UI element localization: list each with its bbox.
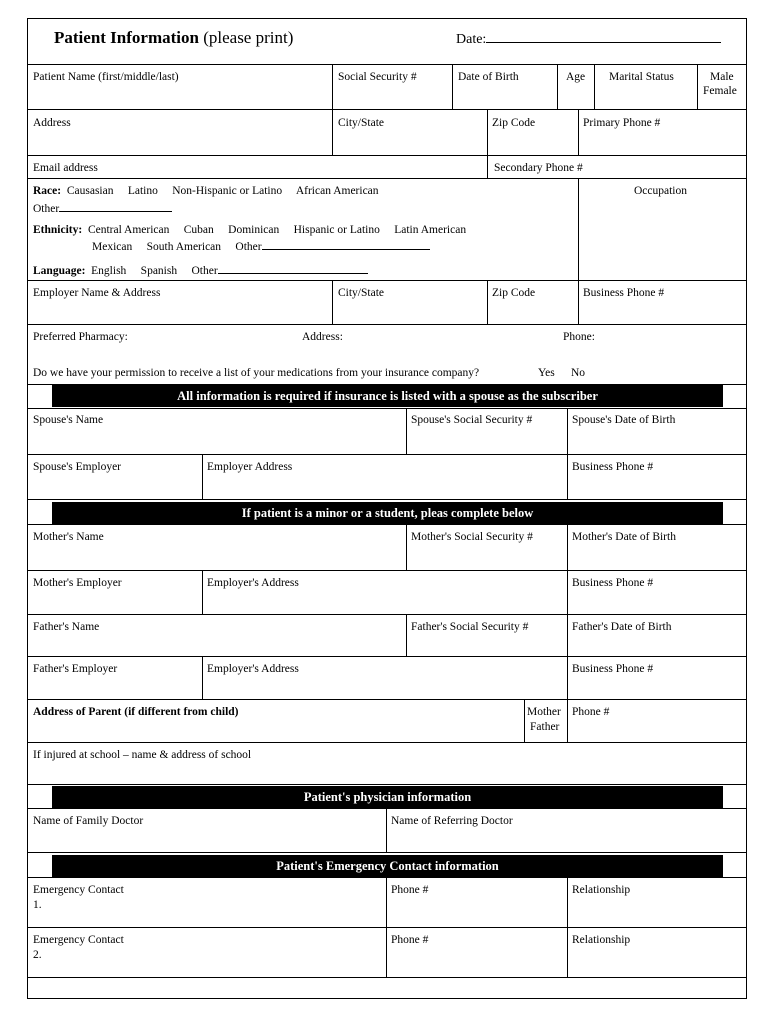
mother-option[interactable]: Mother [527, 706, 561, 718]
divider [27, 454, 747, 455]
marital-status-label: Marital Status [609, 71, 674, 83]
divider [27, 280, 747, 281]
father-employer-label: Father's Employer [33, 663, 118, 675]
divider [452, 64, 453, 109]
employer-name-label: Employer Name & Address [33, 287, 161, 299]
emergency-contact-1-number: 1. [33, 899, 42, 911]
physician-section-header: Patient's physician information [52, 786, 723, 808]
spouse-employer-label: Spouse's Employer [33, 461, 121, 473]
spouse-name-label: Spouse's Name [33, 414, 104, 426]
divider [524, 699, 525, 742]
divider [406, 614, 407, 656]
father-business-phone-label: Business Phone # [572, 663, 654, 675]
divider [202, 454, 203, 499]
permission-yes[interactable]: Yes [538, 367, 555, 379]
mother-name-label: Mother's Name [33, 531, 104, 543]
divider [27, 927, 747, 928]
divider [487, 155, 488, 178]
minor-section-header: If patient is a minor or a student, pleas complete below [52, 502, 723, 524]
occupation-label: Occupation [633, 185, 687, 197]
divider [202, 570, 203, 614]
divider [27, 408, 747, 409]
divider [386, 877, 387, 977]
divider [386, 808, 387, 852]
divider [487, 280, 488, 324]
race-line: Race: Causasian Latino Non-Hispanic or Latino African American [33, 185, 379, 197]
divider [27, 699, 747, 700]
emergency-contact-2-number: 2. [33, 949, 42, 961]
divider [578, 109, 579, 155]
secondary-phone-label: Secondary Phone # [494, 162, 583, 174]
referring-doctor-label: Name of Referring Doctor [391, 815, 513, 827]
divider [332, 109, 333, 155]
email-label: Email address [33, 162, 98, 174]
divider [567, 614, 568, 656]
employer-zip-label: Zip Code [492, 287, 536, 299]
father-employer-address-label: Employer's Address [207, 663, 299, 675]
female-option[interactable]: Female [703, 85, 737, 97]
spouse-section-header: All information is required if insurance is listed with a spouse as the subscriber [52, 385, 723, 407]
divider [27, 614, 747, 615]
father-option[interactable]: Father [530, 721, 560, 733]
divider [557, 64, 558, 109]
patient-name-label: Patient Name (first/middle/last) [33, 71, 179, 83]
emergency-contact-2-label: Emergency Contact [33, 934, 124, 946]
divider [27, 808, 747, 809]
divider [578, 280, 579, 324]
divider [406, 408, 407, 454]
divider [27, 570, 747, 571]
spouse-ssn-label: Spouse's Social Security # [411, 414, 533, 426]
emergency-contact-1-phone-label: Phone # [391, 884, 429, 896]
language-line: Language: English Spanish Other [33, 262, 368, 278]
divider [567, 524, 568, 570]
divider [578, 178, 579, 280]
mother-ssn-label: Mother's Social Security # [411, 531, 533, 543]
emergency-section-header: Patient's Emergency Contact information [52, 855, 723, 877]
emergency-contact-1-label: Emergency Contact [33, 884, 124, 896]
mother-employer-label: Mother's Employer [33, 577, 122, 589]
divider [27, 155, 747, 156]
pharmacy-address-label: Address: [302, 331, 343, 343]
city-state-label: City/State [338, 117, 384, 129]
divider [27, 524, 747, 525]
divider [27, 656, 747, 657]
family-doctor-label: Name of Family Doctor [33, 815, 144, 827]
divider [27, 852, 747, 853]
spouse-business-phone-label: Business Phone # [572, 461, 654, 473]
divider [487, 109, 488, 155]
address-label: Address [33, 117, 71, 129]
emergency-contact-1-relationship-label: Relationship [572, 884, 631, 896]
business-phone-label: Business Phone # [583, 287, 665, 299]
pharmacy-phone-label: Phone: [563, 331, 595, 343]
divider [406, 524, 407, 570]
mother-dob-label: Mother's Date of Birth [572, 531, 676, 543]
date-input[interactable] [490, 29, 726, 47]
pharmacy-label: Preferred Pharmacy: [33, 331, 128, 343]
divider [567, 454, 568, 499]
divider [27, 784, 747, 785]
parent-phone-label: Phone # [572, 706, 610, 718]
age-label: Age [566, 71, 586, 83]
divider [697, 64, 698, 109]
ethnicity-line-1: Ethnicity: Central American Cuban Dominican Hispanic or Latino Latin American [33, 224, 467, 236]
spouse-dob-label: Spouse's Date of Birth [572, 414, 676, 426]
divider [567, 408, 568, 454]
divider [567, 570, 568, 614]
emergency-contact-2-phone-label: Phone # [391, 934, 429, 946]
male-option[interactable]: Male [710, 71, 734, 83]
race-other: Other [33, 200, 172, 216]
divider [27, 109, 747, 110]
school-label: If injured at school – name & address of school [33, 749, 252, 761]
divider [332, 64, 333, 109]
dob-label: Date of Birth [458, 71, 519, 83]
date-label: Date: [456, 31, 721, 48]
divider [27, 977, 747, 978]
divider [567, 656, 568, 699]
father-name-label: Father's Name [33, 621, 100, 633]
primary-phone-label: Primary Phone # [583, 117, 661, 129]
zip-label: Zip Code [492, 117, 536, 129]
father-ssn-label: Father's Social Security # [411, 621, 529, 633]
emergency-contact-2-relationship-label: Relationship [572, 934, 631, 946]
divider [202, 656, 203, 699]
divider [27, 877, 747, 878]
divider [332, 280, 333, 324]
ethnicity-line-2: Mexican South American Other [92, 238, 430, 254]
mother-business-phone-label: Business Phone # [572, 577, 654, 589]
divider [567, 877, 568, 977]
divider [567, 699, 568, 742]
father-dob-label: Father's Date of Birth [572, 621, 672, 633]
ssn-label: Social Security # [338, 71, 417, 83]
divider [27, 499, 747, 500]
divider [594, 64, 595, 109]
permission-question: Do we have your permission to receive a list of your medications from your insurance company? [33, 367, 480, 379]
spouse-employer-address-label: Employer Address [207, 461, 293, 473]
divider [27, 324, 747, 325]
divider [27, 178, 747, 179]
permission-no[interactable]: No [571, 367, 586, 379]
mother-employer-address-label: Employer's Address [207, 577, 299, 589]
employer-city-label: City/State [338, 287, 384, 299]
page-title: Patient Information (please print) [54, 28, 294, 47]
parent-address-label: Address of Parent (if different from child) [33, 706, 239, 718]
divider [27, 64, 747, 65]
divider [27, 742, 747, 743]
